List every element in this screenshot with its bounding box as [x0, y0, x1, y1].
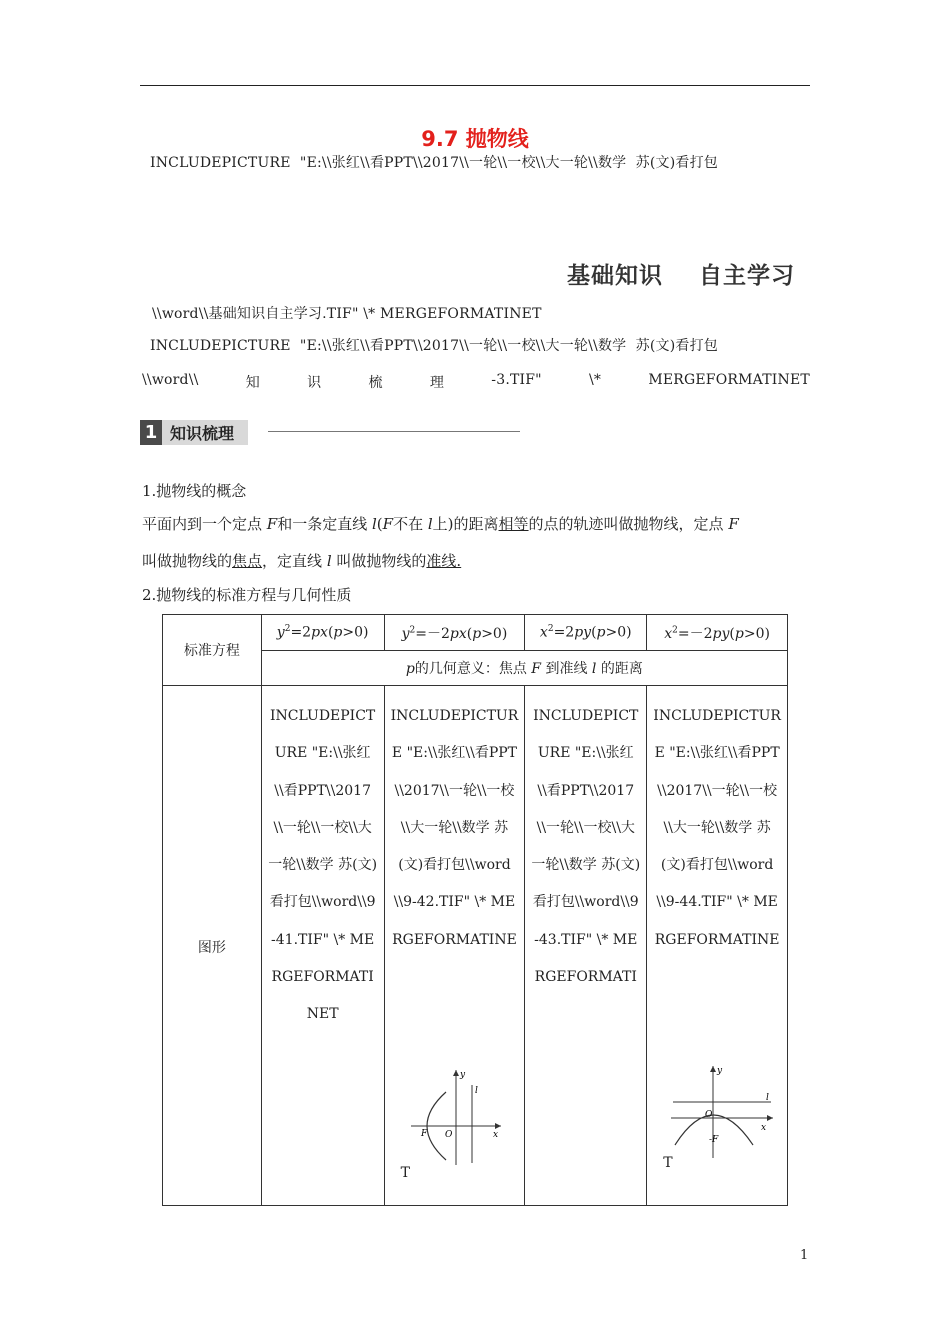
p-meaning-cell: p的几何意义：焦点 F 到准线 l 的距离	[261, 651, 787, 686]
parabola-left-graph	[403, 1065, 503, 1165]
properties-table	[162, 614, 788, 1206]
graph-caption: T	[663, 1155, 673, 1171]
header-rule	[140, 85, 810, 86]
field-code-text: INCLUDEPICTURE "E:\\张红\\看PPT\\2017\\一轮\\一校\\大一轮\\数学 苏(文)看打包\\word\\9-42.TIF" \* MERGEFORMATINE	[390, 708, 519, 948]
field-code-part: -3.TIF"	[491, 372, 542, 388]
field-code-line: INCLUDEPICTURE "E:\\张红\\看PPT\\2017\\一轮\\一校\\大一轮\\数学 苏(文)看打包	[150, 338, 718, 354]
graph-cell	[261, 686, 384, 1206]
badge-label: 知识梳理	[162, 420, 248, 445]
svg-text:-F: -F	[709, 1135, 719, 1145]
svg-text:F: F	[420, 1129, 427, 1139]
field-code-part: 梳	[368, 375, 383, 391]
equation-cell: $y^2=-2px(p>0)$	[384, 615, 525, 651]
equation-cell: $x^2=2py(p>0)$	[525, 615, 647, 651]
section-badge	[140, 420, 248, 445]
field-code-text: INCLUDEPICTURE "E:\\张红\\看PPT\\2017\\一轮\\一校\\大一轮\\数学 苏(文)看打包\\word\\9-43.TIF" \* MERGEFORMATI	[531, 708, 641, 986]
paragraph-definition-cont: 叫做抛物线的焦点，定直线 l 叫做抛物线的准线.	[142, 552, 462, 570]
row-label-equation: 标准方程	[163, 615, 262, 686]
equation-cell: $y^2=2px(p>0)$	[261, 615, 384, 651]
svg-text:l: l	[474, 1086, 478, 1096]
field-code-part: 理	[429, 375, 445, 391]
field-code-line-justified	[142, 372, 810, 392]
page-title: 9.7 抛物线	[421, 127, 529, 151]
svg-text:y: y	[717, 1066, 723, 1076]
section-heading: 基础知识 自主学习	[567, 263, 796, 289]
field-code-part: 识	[307, 375, 322, 391]
svg-text:x: x	[492, 1130, 498, 1140]
svg-text:x: x	[761, 1123, 767, 1133]
subheading-concept: 1.抛物线的概念	[142, 482, 247, 500]
svg-text:y: y	[459, 1070, 465, 1080]
graph-caption: T	[400, 1165, 410, 1181]
page-number: 1	[800, 1248, 809, 1263]
svg-text:l: l	[766, 1093, 770, 1103]
field-code-part: MERGEFORMATINET	[648, 372, 810, 388]
graph-cell	[384, 686, 525, 1206]
graph-cell	[647, 686, 788, 1206]
badge-number: 1	[140, 420, 162, 445]
field-code-part: \\word\\	[142, 372, 199, 388]
badge-rule	[268, 431, 520, 432]
equation-cell: $x^2=-2py(p>0)$	[647, 615, 788, 651]
field-code-part: 知	[245, 375, 260, 391]
field-code-line: INCLUDEPICTURE "E:\\张红\\看PPT\\2017\\一轮\\一校\\大一轮\\数学 苏(文)看打包	[150, 155, 718, 171]
field-code-line: \\word\\基础知识自主学习.TIF" \* MERGEFORMATINET	[152, 306, 542, 322]
row-label-graph: 图形	[163, 686, 262, 1206]
field-code-part: \*	[589, 372, 602, 388]
svg-text:O: O	[444, 1130, 452, 1140]
svg-text:O: O	[705, 1110, 713, 1120]
parabola-down-graph	[669, 1060, 779, 1160]
subheading-standard-equation: 2.抛物线的标准方程与几何性质	[142, 586, 352, 604]
paragraph-definition: 平面内到一个定点 F和一条定直线 l(F不在 l上)的距离相等的点的轨迹叫做抛物线，定点 F	[142, 515, 739, 533]
field-code-text: INCLUDEPICTURE "E:\\张红\\看PPT\\2017\\一轮\\一校\\大一轮\\数学 苏(文)看打包\\word\\9-44.TIF" \* MERGEFORMATINE	[653, 708, 781, 948]
graph-cell	[525, 686, 647, 1206]
field-code-text: INCLUDEPICTURE "E:\\张红\\看PPT\\2017\\一轮\\一校\\大一轮\\数学 苏(文)看打包\\word\\9-41.TIF" \* MERGEFORMATINET	[268, 708, 378, 1023]
